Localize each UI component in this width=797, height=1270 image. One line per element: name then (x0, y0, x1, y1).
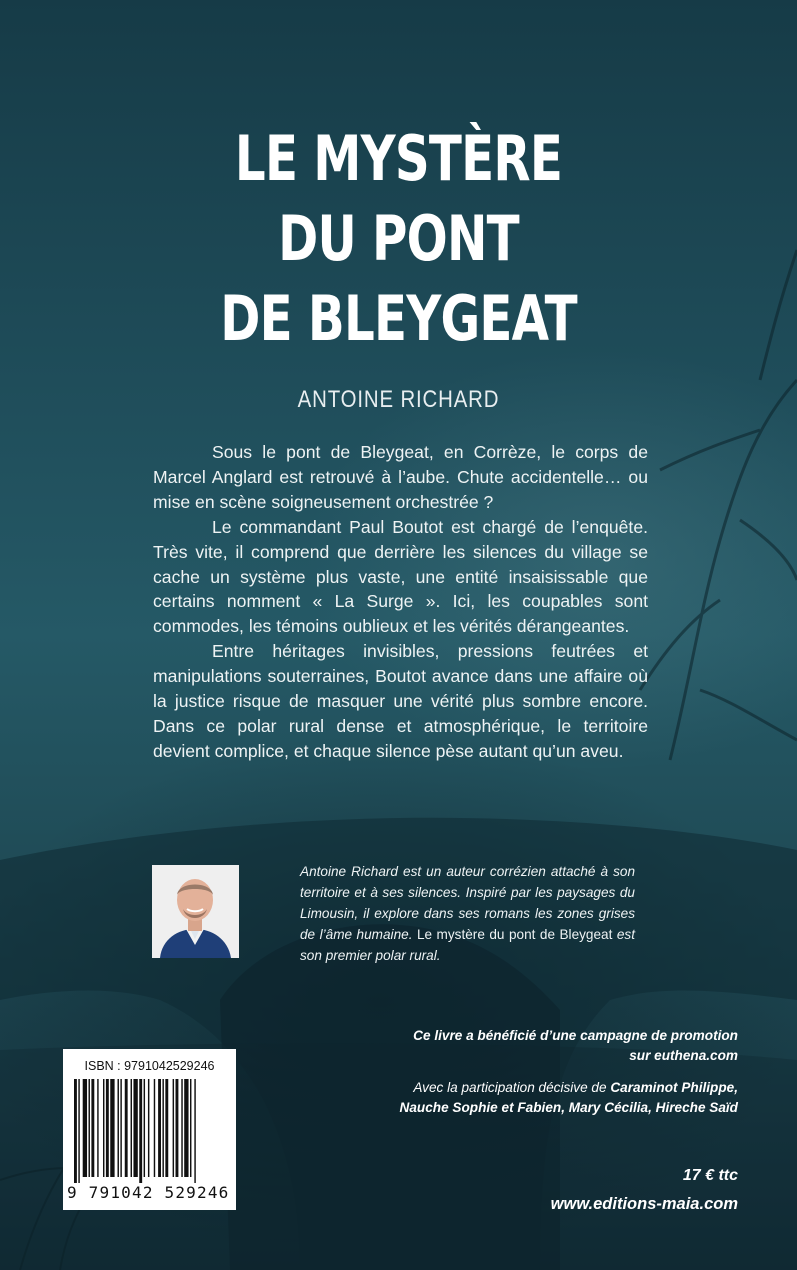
barcode-bar (173, 1079, 174, 1177)
promo-line-1: Ce livre a bénéficié d’une campagne de promotion (413, 1028, 738, 1043)
barcode-bar (154, 1079, 155, 1177)
barcode-block (63, 1049, 236, 1210)
barcode-bar (131, 1079, 132, 1177)
barcode-bar (118, 1079, 119, 1177)
author-photo (152, 865, 239, 958)
barcode-bar (162, 1079, 163, 1177)
promo-notice (318, 1026, 738, 1066)
barcode-bar (91, 1079, 94, 1177)
barcode-bar (165, 1079, 168, 1177)
title-line-3: DE BLEYGEAT (220, 282, 577, 355)
title-line-1: LE MYSTÈRE (234, 122, 563, 195)
thanks-prefix: Avec la participation décisive de (413, 1080, 611, 1095)
barcode-bar (97, 1079, 98, 1177)
barcode-icon (74, 1079, 226, 1183)
barcode-bar (139, 1079, 142, 1183)
bio-part-1: Antoine Richard est un auteur corrézien attaché à son territoire et à ses silences. Inspiré par les paysages du Limousin, il explore dans ses romans les zones grises de l’âme humaine. (300, 864, 635, 942)
barcode-bar (144, 1079, 145, 1177)
synopsis-paragraph-2: Le commandant Paul Boutot est chargé de l’enquête. Très vite, il comprend que derrière les silences du village se cache un système plus vaste, une entité insaisissable que certains nomment « La Surge ». Ici, les coupables sont commodes, les témoins oublieux et les vérités dérangeantes. (153, 516, 648, 637)
bio-book-title: Le mystère du pont de Bleygeat (412, 926, 617, 942)
barcode-bar (148, 1079, 149, 1177)
author-portrait-icon (152, 865, 239, 958)
thanks-names-2: Nauche Sophie et Fabien, Mary Cécilia, Hireche Saïd (399, 1100, 738, 1115)
promo-line-2: sur euthena.com (629, 1048, 738, 1063)
barcode-bar (158, 1079, 161, 1177)
barcode-bar (190, 1079, 191, 1177)
barcode-bar (184, 1079, 188, 1177)
barcode-bar (83, 1079, 87, 1177)
barcode-bar (176, 1079, 179, 1177)
barcode-bar (78, 1079, 79, 1183)
author-name: ANTOINE RICHARD (297, 386, 500, 413)
publisher-website: www.editions-maia.com (550, 1195, 738, 1213)
thanks-names-1: Caraminot Philippe, (610, 1080, 738, 1095)
isbn-label: ISBN : 9791042529246 (84, 1059, 215, 1073)
barcode-bar (110, 1079, 114, 1177)
barcode-bar (133, 1079, 137, 1177)
barcode-bar (181, 1079, 182, 1177)
synopsis-paragraph-1: Sous le pont de Bleygeat, en Corrèze, le corps de Marcel Anglard est retrouvé à l’aube. Chute accidentelle… ou mise en scène soigneusement orchestrée ? (153, 442, 648, 512)
author-bio (300, 862, 635, 967)
synopsis-paragraph-3: Entre héritages invisibles, pressions feutrées et manipulations souterraines, Boutot avance dans une affaire où la justice risque de masquer une vérité plus sombre encore. Dans ce polar rural dense et atmosphérique, le territoire devient complice, et chaque silence pèse autant qu’un aveu. (153, 641, 648, 761)
price: 17 € ttc (682, 1167, 738, 1184)
barcode-digits: 9 791042 529246 (67, 1183, 230, 1202)
barcode-bar (125, 1079, 128, 1177)
barcode-bar (194, 1079, 195, 1183)
acknowledgements (318, 1078, 738, 1118)
barcode-bar (120, 1079, 121, 1177)
barcode-bar (103, 1079, 104, 1177)
bio-part-3: est son premier polar rural. (300, 926, 635, 963)
synopsis (153, 440, 648, 764)
barcode-bar (89, 1079, 90, 1177)
barcode-bar (106, 1079, 109, 1177)
barcode-bar (74, 1079, 77, 1183)
title-line-2: DU PONT (278, 202, 519, 275)
